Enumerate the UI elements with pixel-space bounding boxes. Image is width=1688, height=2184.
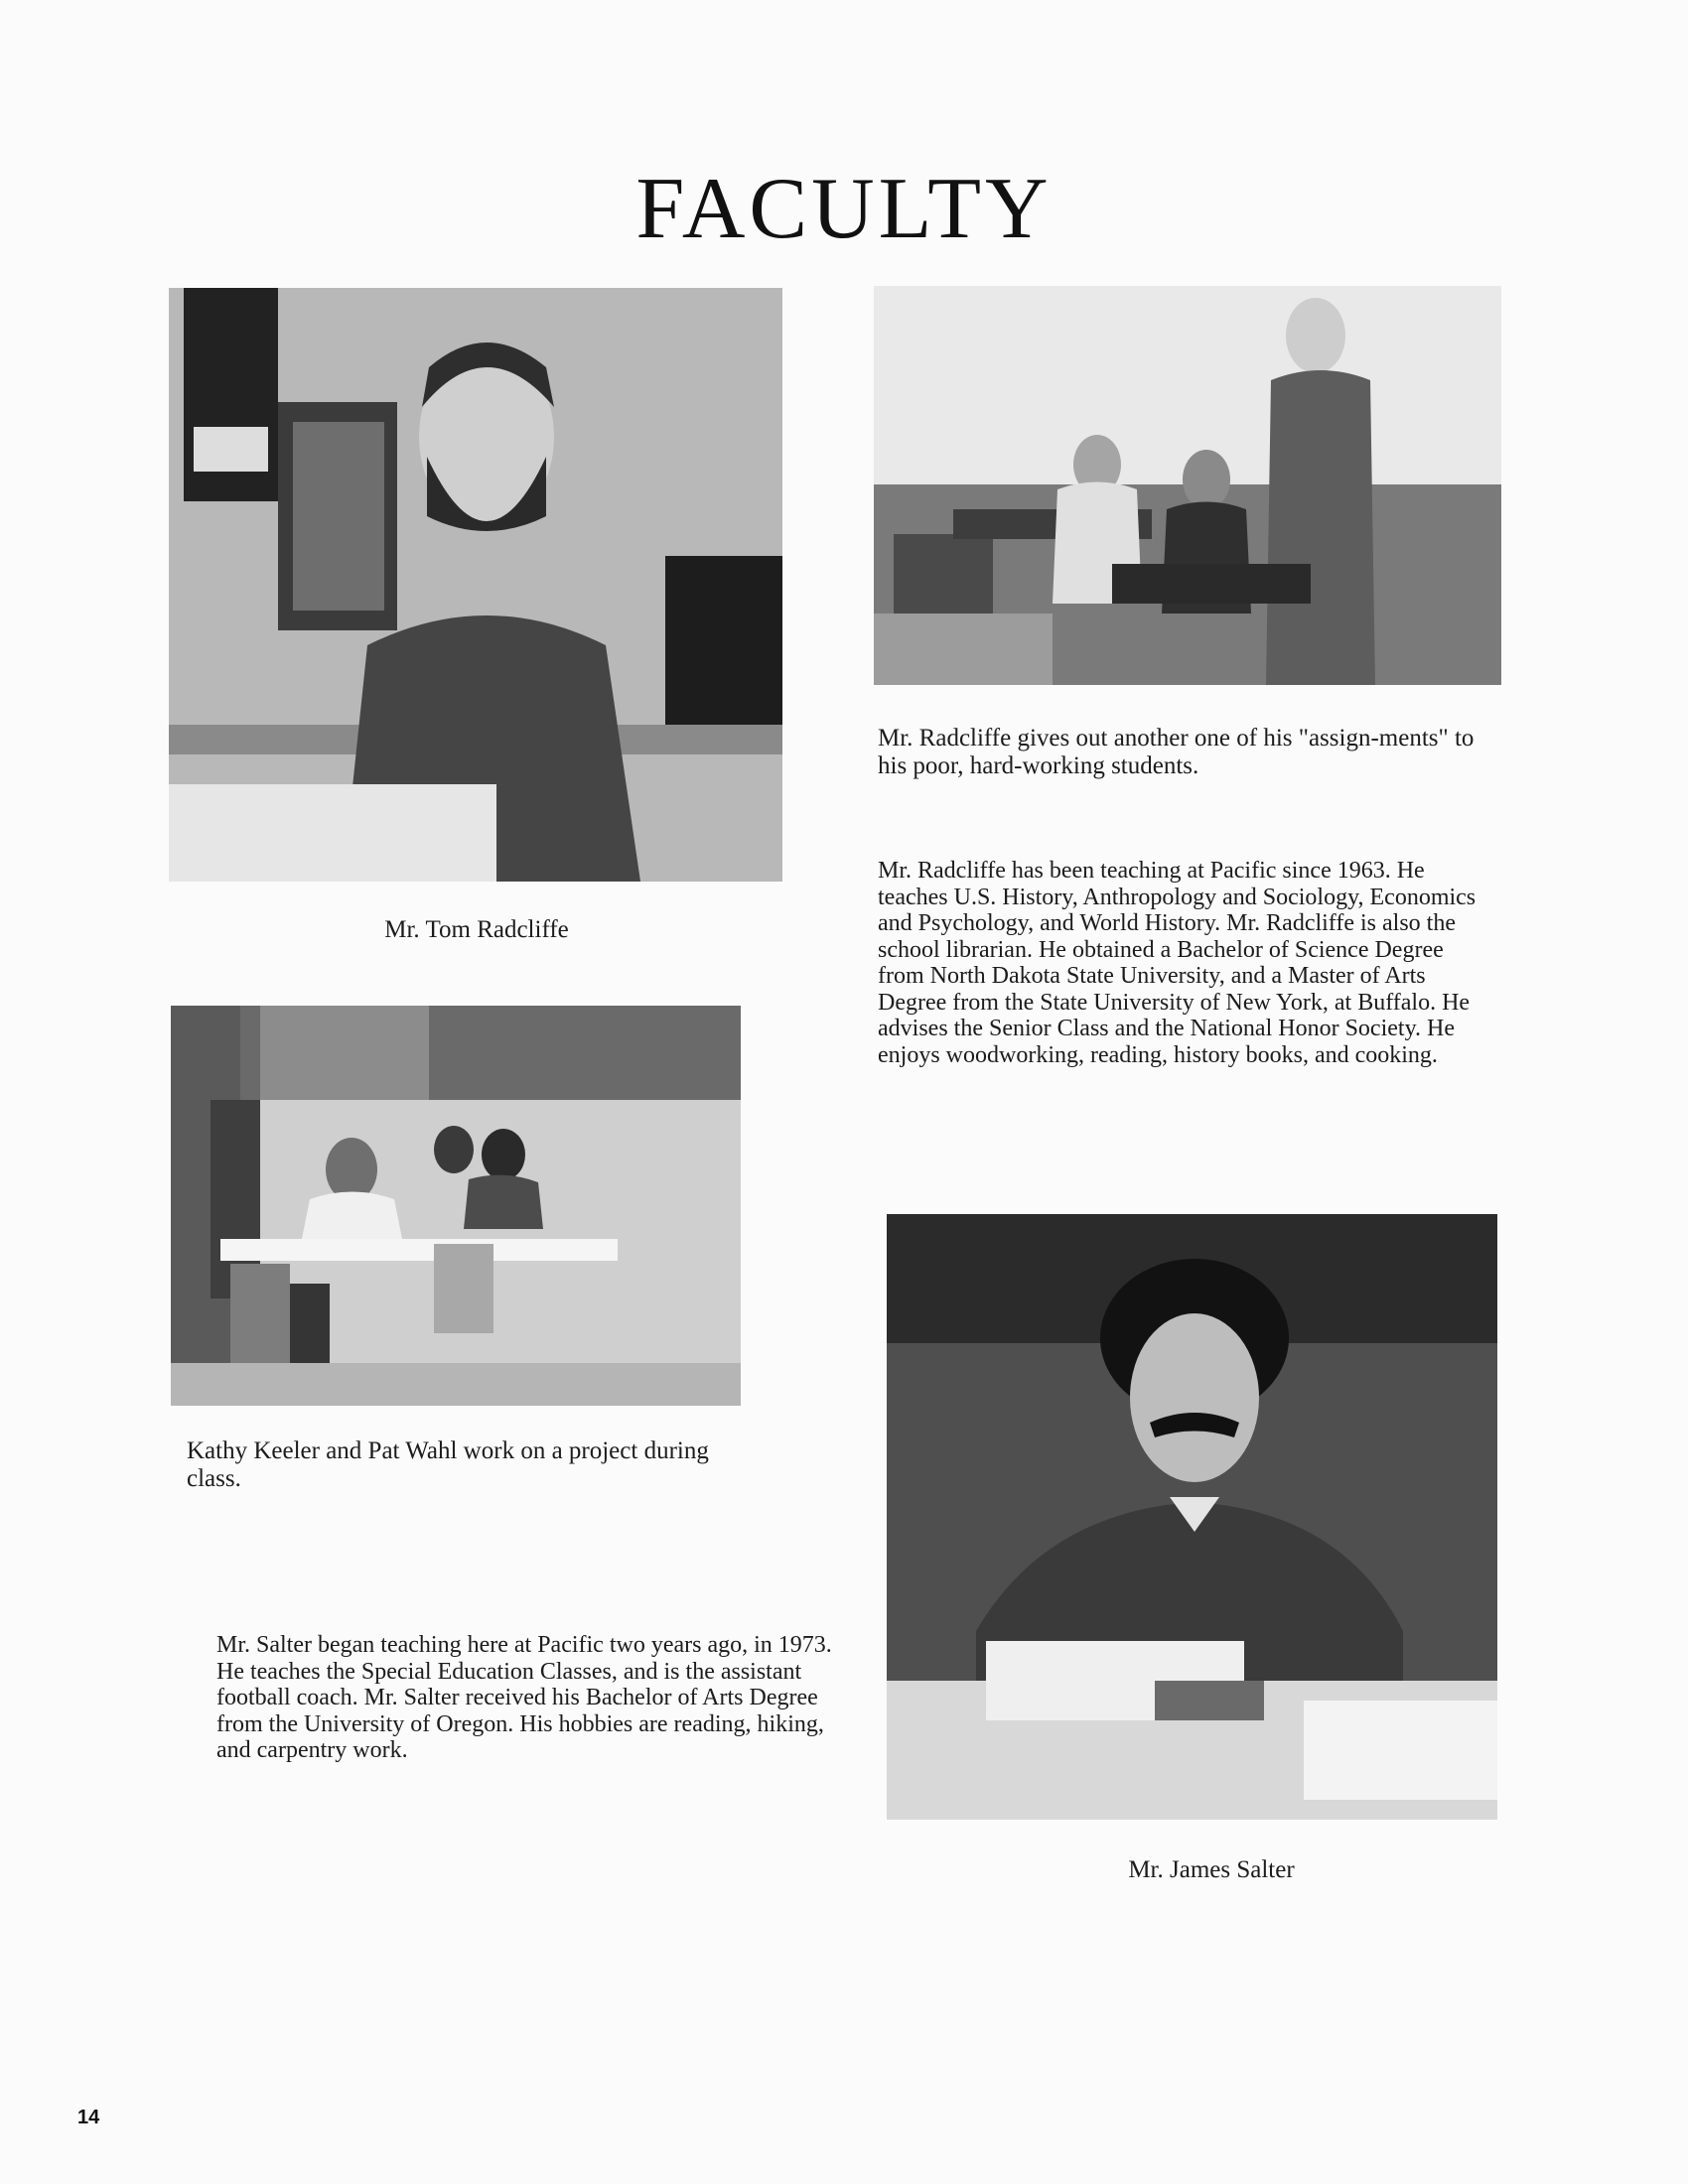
students-project-photo (171, 1006, 741, 1406)
salter-portrait-caption: Mr. James Salter (1128, 1856, 1295, 1883)
page-title: FACULTY (635, 161, 1053, 257)
radcliffe-portrait-caption: Mr. Tom Radcliffe (384, 916, 569, 943)
salter-portrait-photo (887, 1214, 1497, 1820)
salter-bio: Mr. Salter began teaching here at Pacific two years ago, in 1973. He teaches the Special Education Classes, and is the assistant football coach. Mr. Salter received his Bachelor of Arts Degree from the University of Oregon. His hobbies are reading, hiking, and carpentry work. (216, 1632, 832, 1763)
radcliffe-class-photo (874, 286, 1501, 685)
students-project-caption: Kathy Keeler and Pat Wahl work on a project during class. (187, 1437, 709, 1492)
radcliffe-bio: Mr. Radcliffe has been teaching at Pacific since 1963. He teaches U.S. History, Anthropology and Sociology, Economics and Psychology, and World History. Mr. Radcliffe is also the school librarian. He obtained a Bachelor of Science Degree from North Dakota State University, and a Master of Arts Degree from the State University of New York, at Buffalo. He advises the Senior Class and the National Honor Society. He enjoys woodworking, reading, history books, and cooking. (878, 858, 1477, 1068)
radcliffe-class-caption: Mr. Radcliffe gives out another one of his "assign-ments" to his poor, hard-working students. (878, 725, 1475, 779)
page-number: 14 (77, 2107, 100, 2128)
radcliffe-portrait-photo (169, 288, 782, 882)
